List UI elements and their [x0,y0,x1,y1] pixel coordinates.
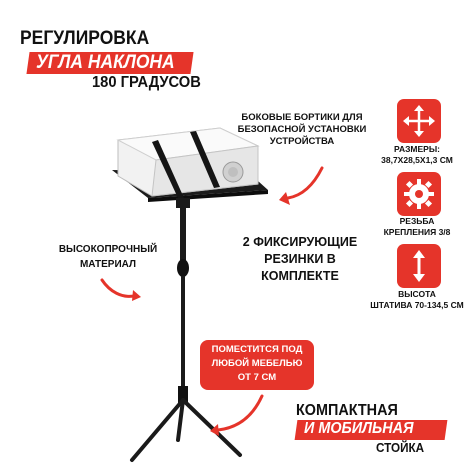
arrow-head-pole [132,290,141,301]
bottom-headline-line-1: КОМПАКТНАЯ [296,402,398,419]
gear-icon [397,172,441,216]
lower-pole [181,276,185,388]
move-arrows-icon [397,99,441,143]
bottom-headline-line-2: И МОБИЛЬНАЯ [304,420,414,437]
fit-under-furniture-text [200,343,314,385]
feature-thread [360,216,474,238]
feature-dimensions-label: РАЗМЕРЫ: [394,144,440,154]
arrow-to-tray [288,168,322,198]
feature-thread-label: РЕЗЬБА [399,216,435,226]
upper-pole [180,206,186,266]
headline-line-2: УГЛА НАКЛОНА [36,52,175,73]
callout-material-line-2: МАТЕРИАЛ [79,259,137,270]
feature-dimensions-value: 38,7Х28,5Х1,3 СМ [381,155,453,165]
pill-line-3: ОТ 7 СМ [237,372,277,383]
feature-dimensions [360,144,474,166]
callout-straps [230,234,370,285]
headline-line-1: РЕГУЛИРОВКА [20,28,150,49]
feature-height [360,289,474,311]
leg-left [132,400,183,460]
feature-thread-value: КРЕПЛЕНИЯ 3/8 [383,227,451,237]
callout-material-line-1: ВЫСОКОПРОЧНЫЙ [58,244,158,255]
feature-height-value: ШТАТИВА 70-134,5 СМ [370,300,464,310]
pill-line-2: ЛЮБОЙ МЕБЕЛЬЮ [211,358,303,369]
bottom-headline-line-3: СТОЙКА [376,440,425,455]
vertical-arrows-icon [397,244,441,288]
headline-line-3: 180 ГРАДУСОВ [92,74,201,91]
callout-straps-line-2: РЕЗИНКИ В КОМПЛЕКТЕ [261,252,339,283]
callout-material [58,242,158,272]
callout-straps-line-1: 2 ФИКСИРУЮЩИЕ [242,235,358,249]
height-knob [177,259,189,277]
arrow-to-legs [218,396,262,430]
arrow-to-pole [102,280,134,296]
feature-height-label: ВЫСОТА [398,289,436,299]
pill-line-1: ПОМЕСТИТСЯ ПОД [211,344,303,355]
callout-side-rails: БОКОВЫЕ БОРТИКИ ДЛЯ БЕЗОПАСНОЙ УСТАНОВКИ УСТРОЙСТВА [237,112,367,147]
